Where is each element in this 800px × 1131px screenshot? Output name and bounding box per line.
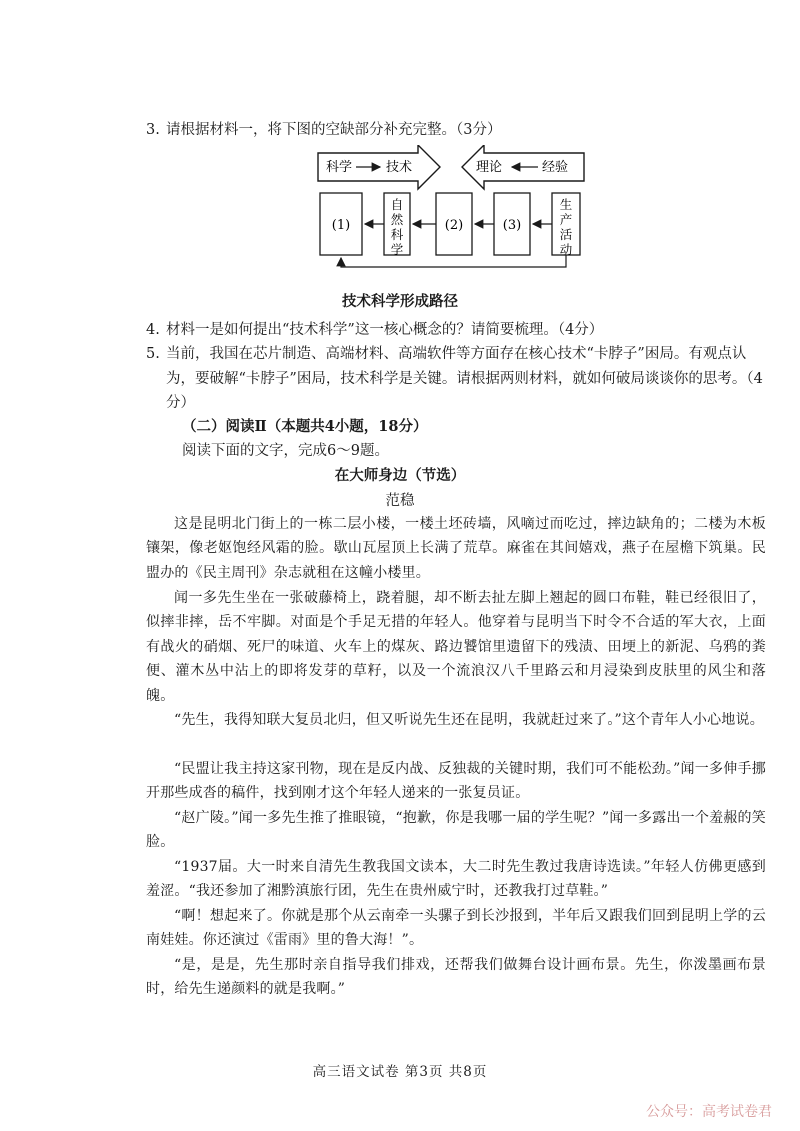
svg-text:动: 动: [559, 242, 573, 257]
article-title: 在大师身边（节选）: [334, 467, 466, 484]
question-5: [146, 342, 766, 416]
question-text: 请根据材料一，将下图的空缺部分补充完整。（3分）: [166, 122, 502, 138]
svg-text:自: 自: [390, 197, 404, 212]
paragraph: “民盟让我主持这家刊物，现在是反内战、反独裁的关键时期，我们可不能松劲。”闻一多伸手挪开那些成沓的稿件，找到刚才这个年轻人递来的一张复员证。: [146, 761, 766, 802]
paragraph: 闻一多先生坐在一张破藤椅上，跷着腿，却不断去扯左脚上翘起的圆口布鞋，鞋已经很旧了，似摔非摔，岳不牢脚。对面是个手足无措的年轻人。他穿着与昆明当下时令不合适的军大衣，上面有战火的硝烟、死尸的味道、火车上的煤灰、路边饕馆里遗留下的残渍、田埂上的新泥、乌鸦的粪便、灌木丛中沾上的即将发芽的草籽，以及一个流浪汉八千里路云和月浸染到皮肤里的风尘和落魄。: [146, 590, 766, 704]
svg-text:产: 产: [559, 212, 573, 227]
paragraph: “1937届。大一时来自清先生教我国文读本，大二时先生教过我唐诗选读。”年轻人仿佛更感到羞涩。“我还参加了湘黔滇旅行团，先生在贵州威宁时，还教我打过草鞋。”: [146, 859, 766, 900]
section-heading: （二）阅读Ⅱ（本题共4小题，18分）: [182, 418, 428, 435]
question-4: [146, 318, 766, 342]
paragraph: “是，是是，先生那时亲自指导我们排戏，还帮我们做舞台设计画布景。先生，你泼墨画布景时，给先生递颜料的就是我啊。”: [146, 957, 766, 998]
top-left-b: 技术: [386, 160, 413, 175]
question-number: 5.: [146, 346, 160, 362]
question-text: 材料一是如何提出“技术科学”这一核心概念的？请简要梳理。（4分）: [166, 322, 604, 338]
question-3: [146, 118, 766, 142]
paragraph: 这是昆明北门街上的一栋二层小楼，一楼土坯砖墙，风嘀过而吃过，摔边缺角的；二楼为木板镶架，像老妪饱经风霜的脸。歇山瓦屋顶上长满了荒草。麻雀在其间嬉戏，燕子在屋檐下筑巢。民盟办的《民主周刊》杂志就租在这幢小楼里。: [146, 516, 766, 581]
svg-text:活: 活: [559, 227, 573, 242]
top-right-b: 经验: [542, 160, 569, 175]
svg-text:然: 然: [390, 212, 404, 227]
diagram-caption: 技术科学形成路径: [342, 293, 458, 310]
top-left-a: 科学: [326, 160, 353, 175]
question-number: 4.: [146, 322, 160, 338]
watermark: 公众号：高考试卷君: [646, 1104, 772, 1120]
question-text: 当前，我国在芯片制造、高端材料、高端软件等方面存在核心技术“卡脖子”困局。有观点认为，要破解“卡脖子”困局，技术科学是关键。请根据两则材料，就如何破局谈谈你的思考。（4分）: [166, 346, 763, 411]
paragraph: “赵广陵。”闻一多先生推了推眼镜，“抱歉，你是我哪一届的学生呢？”闻一多露出一个羞赧的笑脸。: [146, 810, 766, 851]
section-instruction: 阅读下面的文字，完成6～9题。: [182, 443, 389, 459]
feedback-loop-arrow: [341, 255, 566, 267]
svg-text:科: 科: [390, 227, 404, 242]
top-right-a: 理论: [476, 160, 503, 175]
box-3-label: (3): [502, 218, 522, 233]
box-2-label: (2): [444, 218, 464, 233]
paragraph: “先生，我得知联大复员北归，但又听说先生还在昆明，我就赶过来了。”这个青年人小心地说。: [174, 712, 764, 728]
paragraph: “啊！想起来了。你就是那个从云南牵一头骡子到长沙报到，半年后又跟我们回到昆明上学的云南娃娃。你还演过《雷雨》里的鲁大海！”。: [146, 908, 766, 949]
box-1-label: (1): [331, 218, 351, 233]
question-number: 3.: [146, 122, 160, 138]
svg-text:学: 学: [390, 242, 404, 257]
svg-text:生: 生: [559, 197, 573, 212]
tech-science-path-diagram: [316, 145, 586, 285]
article-author: 范稳: [385, 493, 415, 509]
page-footer: 高三语文试卷 第3页 共8页: [312, 1064, 488, 1080]
